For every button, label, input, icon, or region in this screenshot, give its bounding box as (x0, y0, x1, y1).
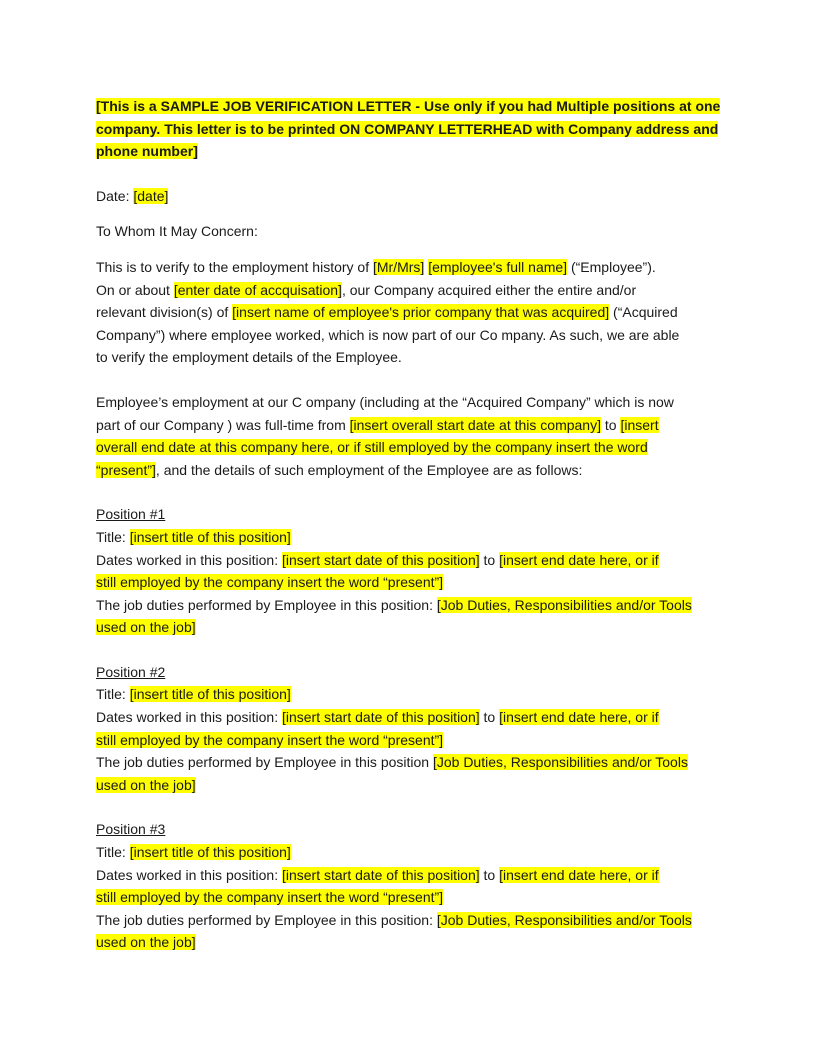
sample-notice (96, 95, 726, 163)
duties-label: The job duties performed by Employee in this position (96, 754, 433, 771)
employee-name-placeholder: [employee's full name] (428, 258, 568, 275)
to-word: to (479, 551, 500, 568)
end-date-placeholder-a: [insert end date here, or if (499, 551, 659, 568)
date-line (96, 185, 726, 208)
end-date-placeholder-a: [insert end date here, or if (499, 866, 659, 883)
title-label: Title: (96, 528, 130, 545)
para1-text-1: This is to verify to the employment history of (96, 258, 373, 275)
date-placeholder: [date] (133, 187, 169, 204)
overall-end-placeholder-c: “present”] (96, 461, 156, 478)
employment-paragraph (96, 391, 726, 481)
start-date-placeholder: [insert start date of this position] (281, 709, 480, 726)
para2-text-2: part of our Company ) was full-time from (96, 416, 350, 433)
duties-placeholder-b: used on the job] (96, 776, 196, 793)
position-block-2 (96, 661, 726, 797)
dates-label: Dates worked in this position: (96, 551, 282, 568)
para1-text-5: relevant division(s) of (96, 304, 233, 321)
end-date-placeholder-a: [insert end date here, or if (499, 709, 659, 726)
position-title-placeholder: [insert title of this position] (129, 844, 291, 861)
to-word: to (479, 866, 500, 883)
dates-label: Dates worked in this position: (96, 709, 282, 726)
duties-placeholder-b: used on the job] (96, 934, 196, 951)
position-heading: Position #1 (96, 506, 166, 523)
duties-placeholder-a: [Job Duties, Responsibilities and/or Tools (436, 596, 692, 613)
duties-label: The job duties performed by Employee in this position: (96, 596, 437, 613)
duties-placeholder-a: [Job Duties, Responsibilities and/or Tools (432, 754, 688, 771)
para1-text-7: Company”) where employee worked, which is now part of our Co mpany. As such, we are able (96, 326, 680, 343)
end-date-placeholder-b: still employed by the company insert the word “present”] (96, 731, 444, 748)
para2-text-1: Employee’s employment at our C ompany (including at the “Acquired Company” which is now (96, 393, 674, 410)
overall-end-placeholder-a: [insert (620, 416, 659, 433)
prior-company-placeholder: [insert name of employee's prior company that was acquired] (232, 304, 610, 321)
duties-placeholder-a: [Job Duties, Responsibilities and/or Tools (436, 911, 692, 928)
salutation: To Whom It May Concern: (96, 223, 258, 240)
title-label: Title: (96, 686, 130, 703)
to-word: to (479, 709, 500, 726)
position-title-placeholder: [insert title of this position] (129, 686, 291, 703)
para1-text-3: On or about (96, 281, 174, 298)
position-block-3 (96, 818, 726, 954)
acquisition-date-placeholder: [enter date of accquisation] (173, 281, 342, 298)
position-title-placeholder: [insert title of this position] (129, 528, 291, 545)
position-heading: Position #3 (96, 821, 166, 838)
start-date-placeholder: [insert start date of this position] (281, 551, 480, 568)
para2-text-3: to (600, 416, 621, 433)
para1-text-4: , our Company acquired either the entire and/or (341, 281, 637, 298)
verification-paragraph (96, 256, 726, 369)
notice-line-3: phone number] (96, 143, 198, 160)
overall-end-placeholder-b: overall end date at this company here, or if still employed by the company insert the word (96, 439, 648, 456)
para2-text-4: , and the details of such employment of the Employee are as follows: (155, 461, 583, 478)
para1-text-6: (“Acquired (609, 304, 678, 321)
position-block-1 (96, 503, 726, 639)
para1-text-2: (“Employee”). (567, 258, 656, 275)
para1-text-8: to verify the employment details of the Employee. (96, 349, 402, 366)
title-label: Title: (96, 844, 130, 861)
position-heading: Position #2 (96, 663, 166, 680)
title-placeholder: [Mr/Mrs] (373, 258, 425, 275)
duties-label: The job duties performed by Employee in this position: (96, 911, 437, 928)
overall-start-placeholder: [insert overall start date at this company] (349, 416, 601, 433)
notice-line-1: [This is a SAMPLE JOB VERIFICATION LETTER - Use only if you had Multiple positions at one (96, 98, 721, 114)
end-date-placeholder-b: still employed by the company insert the word “present”] (96, 889, 444, 906)
duties-placeholder-b: used on the job] (96, 619, 196, 636)
notice-line-2: company. This letter is to be printed ON COMPANY LETTERHEAD with Company address and (96, 120, 719, 137)
end-date-placeholder-b: still employed by the company insert the word “present”] (96, 574, 444, 591)
start-date-placeholder: [insert start date of this position] (281, 866, 480, 883)
date-label: Date: (96, 187, 134, 204)
dates-label: Dates worked in this position: (96, 866, 282, 883)
